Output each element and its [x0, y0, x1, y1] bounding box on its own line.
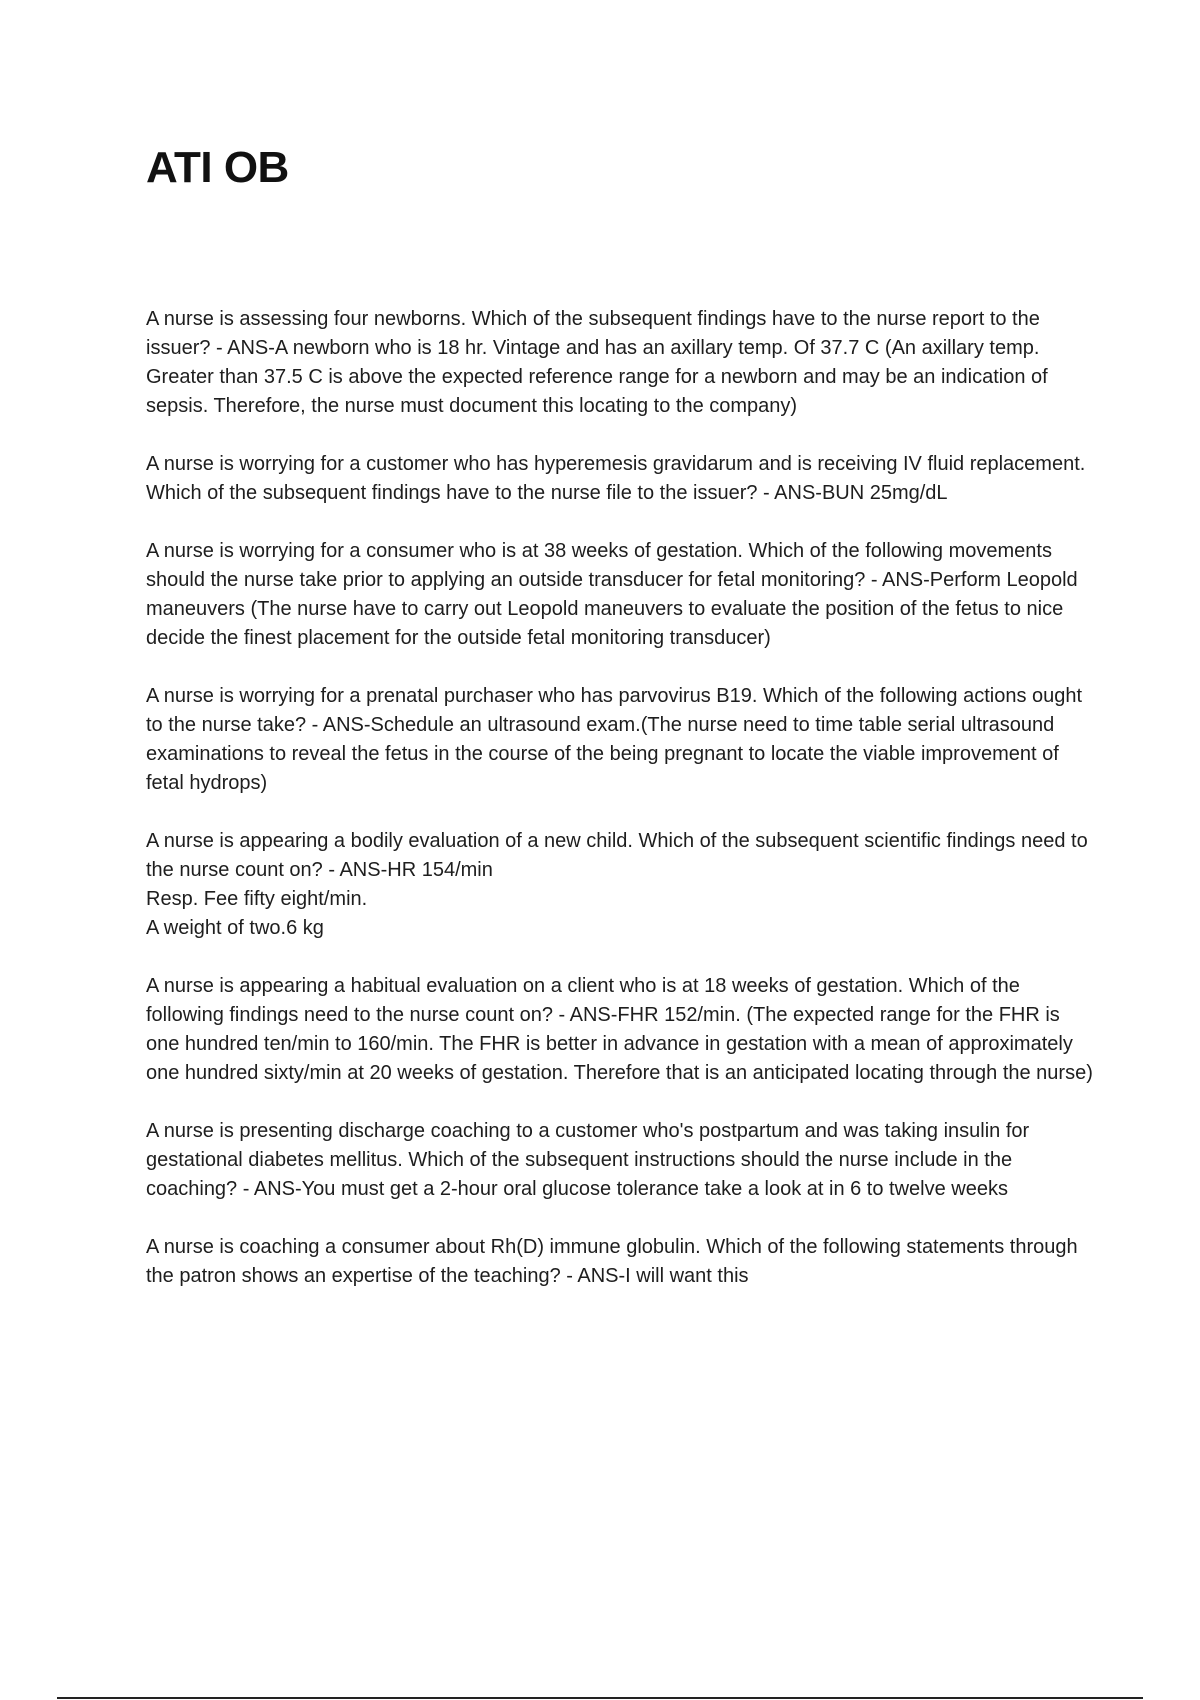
- footer-divider: [57, 1697, 1143, 1699]
- question-item: A nurse is worrying for a prenatal purchaser who has parvovirus B19. Which of the following actions ought to the nurse take? - ANS-Schedule an ultrasound exam.(The nurse need to time table serial ultrasound examinations to reveal the fetus in the course of the being pregnant to locate the viable improvement of fetal hydrops): [146, 685, 1083, 794]
- question-item: [146, 827, 1096, 943]
- question-item: A nurse is appearing a habitual evaluation on a client who is at 18 weeks of gestation. Which of the following findings need to the nurse count on? - ANS-FHR 152/min. (The expected range for the FHR is one hundred ten/min to 160/min. The FHR is better in advance in gestation with a mean of approximately one hundred sixty/min at 20 weeks of gestation. Therefore that is an anticipated locating through the nurse): [146, 975, 1093, 1084]
- question-list: [146, 305, 1096, 1320]
- question-item: A nurse is assessing four newborns. Which of the subsequent findings have to the nurse report to the issuer? - ANS-A newborn who is 18 hr. Vintage and has an axillary temp. Of 37.7 C (An axillary temp. Greater than 37.5 C is above the expected reference range for a newborn and may be an indication of sepsis. Therefore, the nurse must document this locating to the company): [146, 308, 1048, 417]
- question-item: A nurse is coaching a consumer about Rh(D) immune globulin. Which of the following statements through the patron shows an expertise of the teaching? - ANS-I will want this: [146, 1236, 1078, 1287]
- document-title: ATI OB: [146, 143, 289, 192]
- question-item: A nurse is presenting discharge coaching to a customer who's postpartum and was taking insulin for gestational diabetes mellitus. Which of the subsequent instructions should the nurse include in the coaching? - ANS-You must get a 2-hour oral glucose tolerance take a look at in 6 to twelve weeks: [146, 1120, 1030, 1200]
- question-line: Resp. Fee fifty eight/min.: [146, 888, 368, 910]
- question-item: A nurse is worrying for a customer who has hyperemesis gravidarum and is receiving IV fluid replacement. Which of the subsequent findings have to the nurse file to the issuer? - ANS-BUN 25mg/dL: [146, 453, 1086, 504]
- question-line: A weight of two.6 kg: [146, 917, 324, 939]
- question-line: A nurse is appearing a bodily evaluation of a new child. Which of the subsequent scientific findings need to the nurse count on? - ANS-HR 154/min: [146, 830, 1088, 881]
- question-item: A nurse is worrying for a consumer who is at 38 weeks of gestation. Which of the following movements should the nurse take prior to applying an outside transducer for fetal monitoring? - ANS-Perform Leopold maneuvers (The nurse have to carry out Leopold maneuvers to evaluate the position of the fetus to nice decide the finest placement for the outside fetal monitoring transducer): [146, 540, 1078, 649]
